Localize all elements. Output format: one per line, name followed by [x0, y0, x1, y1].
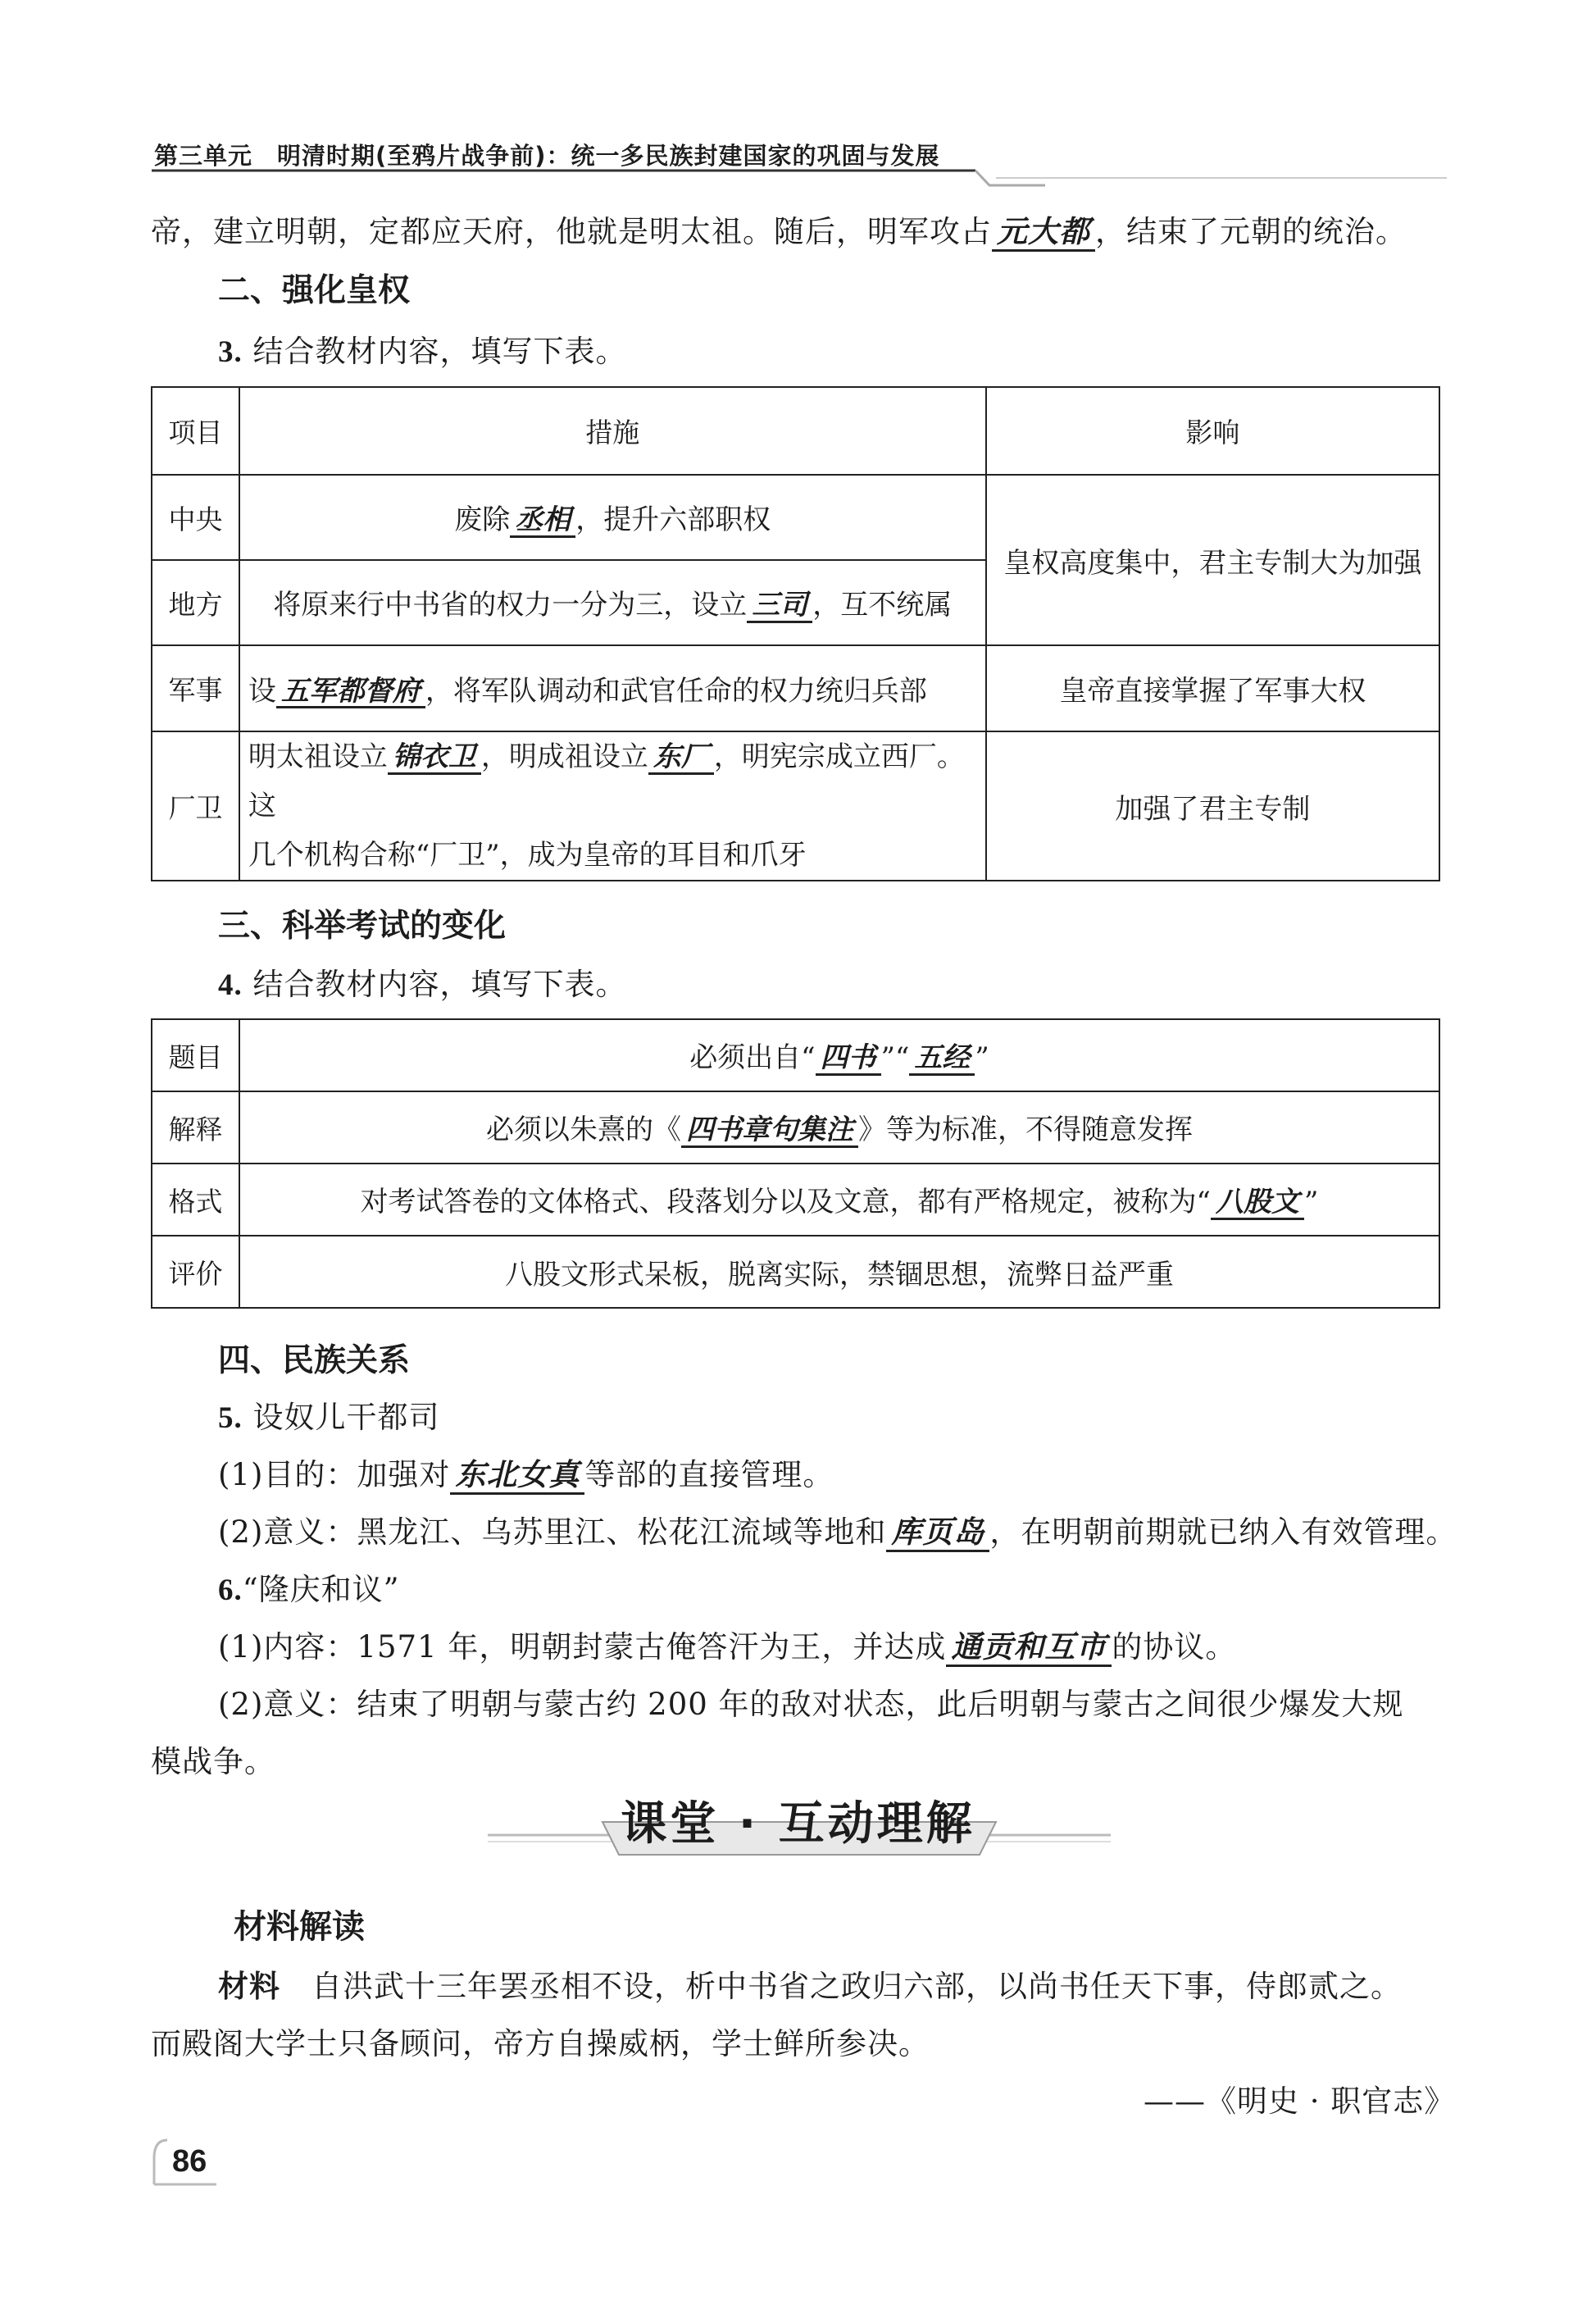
central-local-effect: 皇权高度集中，君主专制大为加强 — [986, 475, 1439, 645]
q6-prompt: 6.“隆庆和议” — [218, 1572, 400, 1607]
answer-jinyiwei: 锦衣卫 — [388, 743, 481, 775]
q5-1: (1)目的：加强对 东北女真 等部的直接管理。 — [218, 1450, 834, 1495]
material-source: ——《明史 · 职官志》 — [1144, 2084, 1456, 2119]
table-row — [152, 1236, 1439, 1308]
answer-tonggonghushi: 通贡和互市 — [946, 1633, 1112, 1667]
topic-content: 必须出自“ 四书 ”“ 五经 ” — [239, 1019, 1439, 1091]
intro-line: 帝，建立明朝，定都应天府，他就是明太祖。随后，明军攻占 元大都 ，结束了元朝的统治。 — [151, 207, 1407, 252]
evaluation-content: 八股文形式呆板，脱离实际，禁锢思想，流弊日益严重 — [239, 1236, 1439, 1308]
interpret-content: 必须以朱熹的《 四书章句集注 》等为标准，不得随意发挥 — [239, 1091, 1439, 1164]
banner-title: 课堂 · 互动理解 — [621, 1797, 975, 1851]
answer-sishu: 四书 — [816, 1044, 881, 1076]
local-measure: 将原来行中书省的权力一分为三，设立 三司 ，互不统属 — [239, 560, 986, 645]
military-effect: 皇帝直接掌握了军事大权 — [986, 645, 1439, 731]
q5-2: (2)意义：黑龙江、乌苏里江、松花江流域等地和 库页岛 ，在明朝前期就已纳入有效管理。 — [218, 1507, 1457, 1552]
row-label-interpret: 解释 — [152, 1091, 239, 1164]
military-measure: 设 五军都督府 ，将军队调动和武官任命的权力统归兵部 — [239, 645, 986, 731]
q5-prompt: 5. 设奴儿干都司 — [218, 1400, 440, 1435]
answer-chengxiang: 丞相 — [510, 506, 575, 538]
row-label-evaluation: 评价 — [152, 1236, 239, 1308]
row-label-changwei: 厂卫 — [152, 731, 239, 881]
table-row — [152, 1019, 1439, 1091]
changwei-measure: 明太祖设立 锦衣卫 ，明成祖设立 东厂 ，明宪宗成立西厂。这 几个机构合称“厂卫”，成为皇帝的耳目和爪牙 — [239, 731, 986, 881]
row-label-topic: 题目 — [152, 1019, 239, 1091]
q6-2-line2: 模战争。 — [151, 1744, 275, 1779]
q6-1: (1)内容：1571 年，明朝封蒙古俺答汗为王，并达成 通贡和互市 的协议。 — [218, 1622, 1236, 1667]
exam-table — [151, 1018, 1440, 1309]
table-header-row — [152, 387, 1439, 475]
section4-heading: 四、民族关系 — [218, 1342, 411, 1379]
row-label-central: 中央 — [152, 475, 239, 560]
material-line1: 材料 自洪武十三年罢丞相不设，析中书省之政归六部，以尚书任天下事，侍郎贰之。 — [218, 1969, 1402, 2004]
material-line2: 而殿阁大学士只备顾问，帝方自操威柄，学士鲜所参决。 — [151, 2026, 930, 2061]
q3-prompt: 3. 结合教材内容，填写下表。 — [218, 334, 627, 369]
answer-baguwen: 八股文 — [1211, 1188, 1304, 1220]
table-row — [152, 475, 1439, 560]
col-header-effect: 影响 — [986, 387, 1439, 475]
answer-yuandadu: 元大都 — [992, 217, 1095, 252]
central-measure: 废除 丞相 ，提升六部职权 — [239, 475, 986, 560]
header-rule — [152, 167, 1447, 189]
section3-heading: 三、科举考试的变化 — [218, 908, 507, 945]
unit-header: 第三单元 明清时期(至鸦片战争前)：统一多民族封建国家的巩固与发展 — [154, 142, 940, 170]
answer-kuyedao: 库页岛 — [886, 1518, 989, 1552]
answer-sishuzhangju: 四书章句集注 — [681, 1116, 858, 1148]
centralization-table — [151, 386, 1440, 881]
answer-sansi: 三司 — [747, 591, 812, 623]
material-heading: 材料解读 — [234, 1908, 365, 1946]
row-label-format: 格式 — [152, 1164, 239, 1236]
q4-prompt: 4. 结合教材内容，填写下表。 — [218, 967, 627, 1002]
section2-heading: 二、强化皇权 — [218, 272, 411, 309]
table-row — [152, 645, 1439, 731]
col-header-measures: 措施 — [239, 387, 986, 475]
table-row — [152, 1091, 1439, 1164]
answer-wujing: 五经 — [909, 1044, 975, 1076]
format-content: 对考试答卷的文体格式、段落划分以及文意，都有严格规定，被称为“ 八股文 ” — [239, 1164, 1439, 1236]
changwei-effect: 加强了君主专制 — [986, 731, 1439, 881]
answer-dongbeinvzhen: 东北女真 — [450, 1460, 584, 1495]
row-label-military: 军事 — [152, 645, 239, 731]
row-label-local: 地方 — [152, 560, 239, 645]
table-row — [152, 1164, 1439, 1236]
answer-dongchang: 东厂 — [648, 743, 714, 775]
q6-2-line1: (2)意义：结束了明朝与蒙古约 200 年的敌对状态，此后明朝与蒙古之间很少爆发大规 — [218, 1687, 1404, 1722]
col-header-item: 项目 — [152, 387, 239, 475]
page-number: 86 — [172, 2144, 207, 2179]
table-row — [152, 731, 1439, 881]
answer-wujundudufu: 五军都督府 — [276, 677, 425, 709]
